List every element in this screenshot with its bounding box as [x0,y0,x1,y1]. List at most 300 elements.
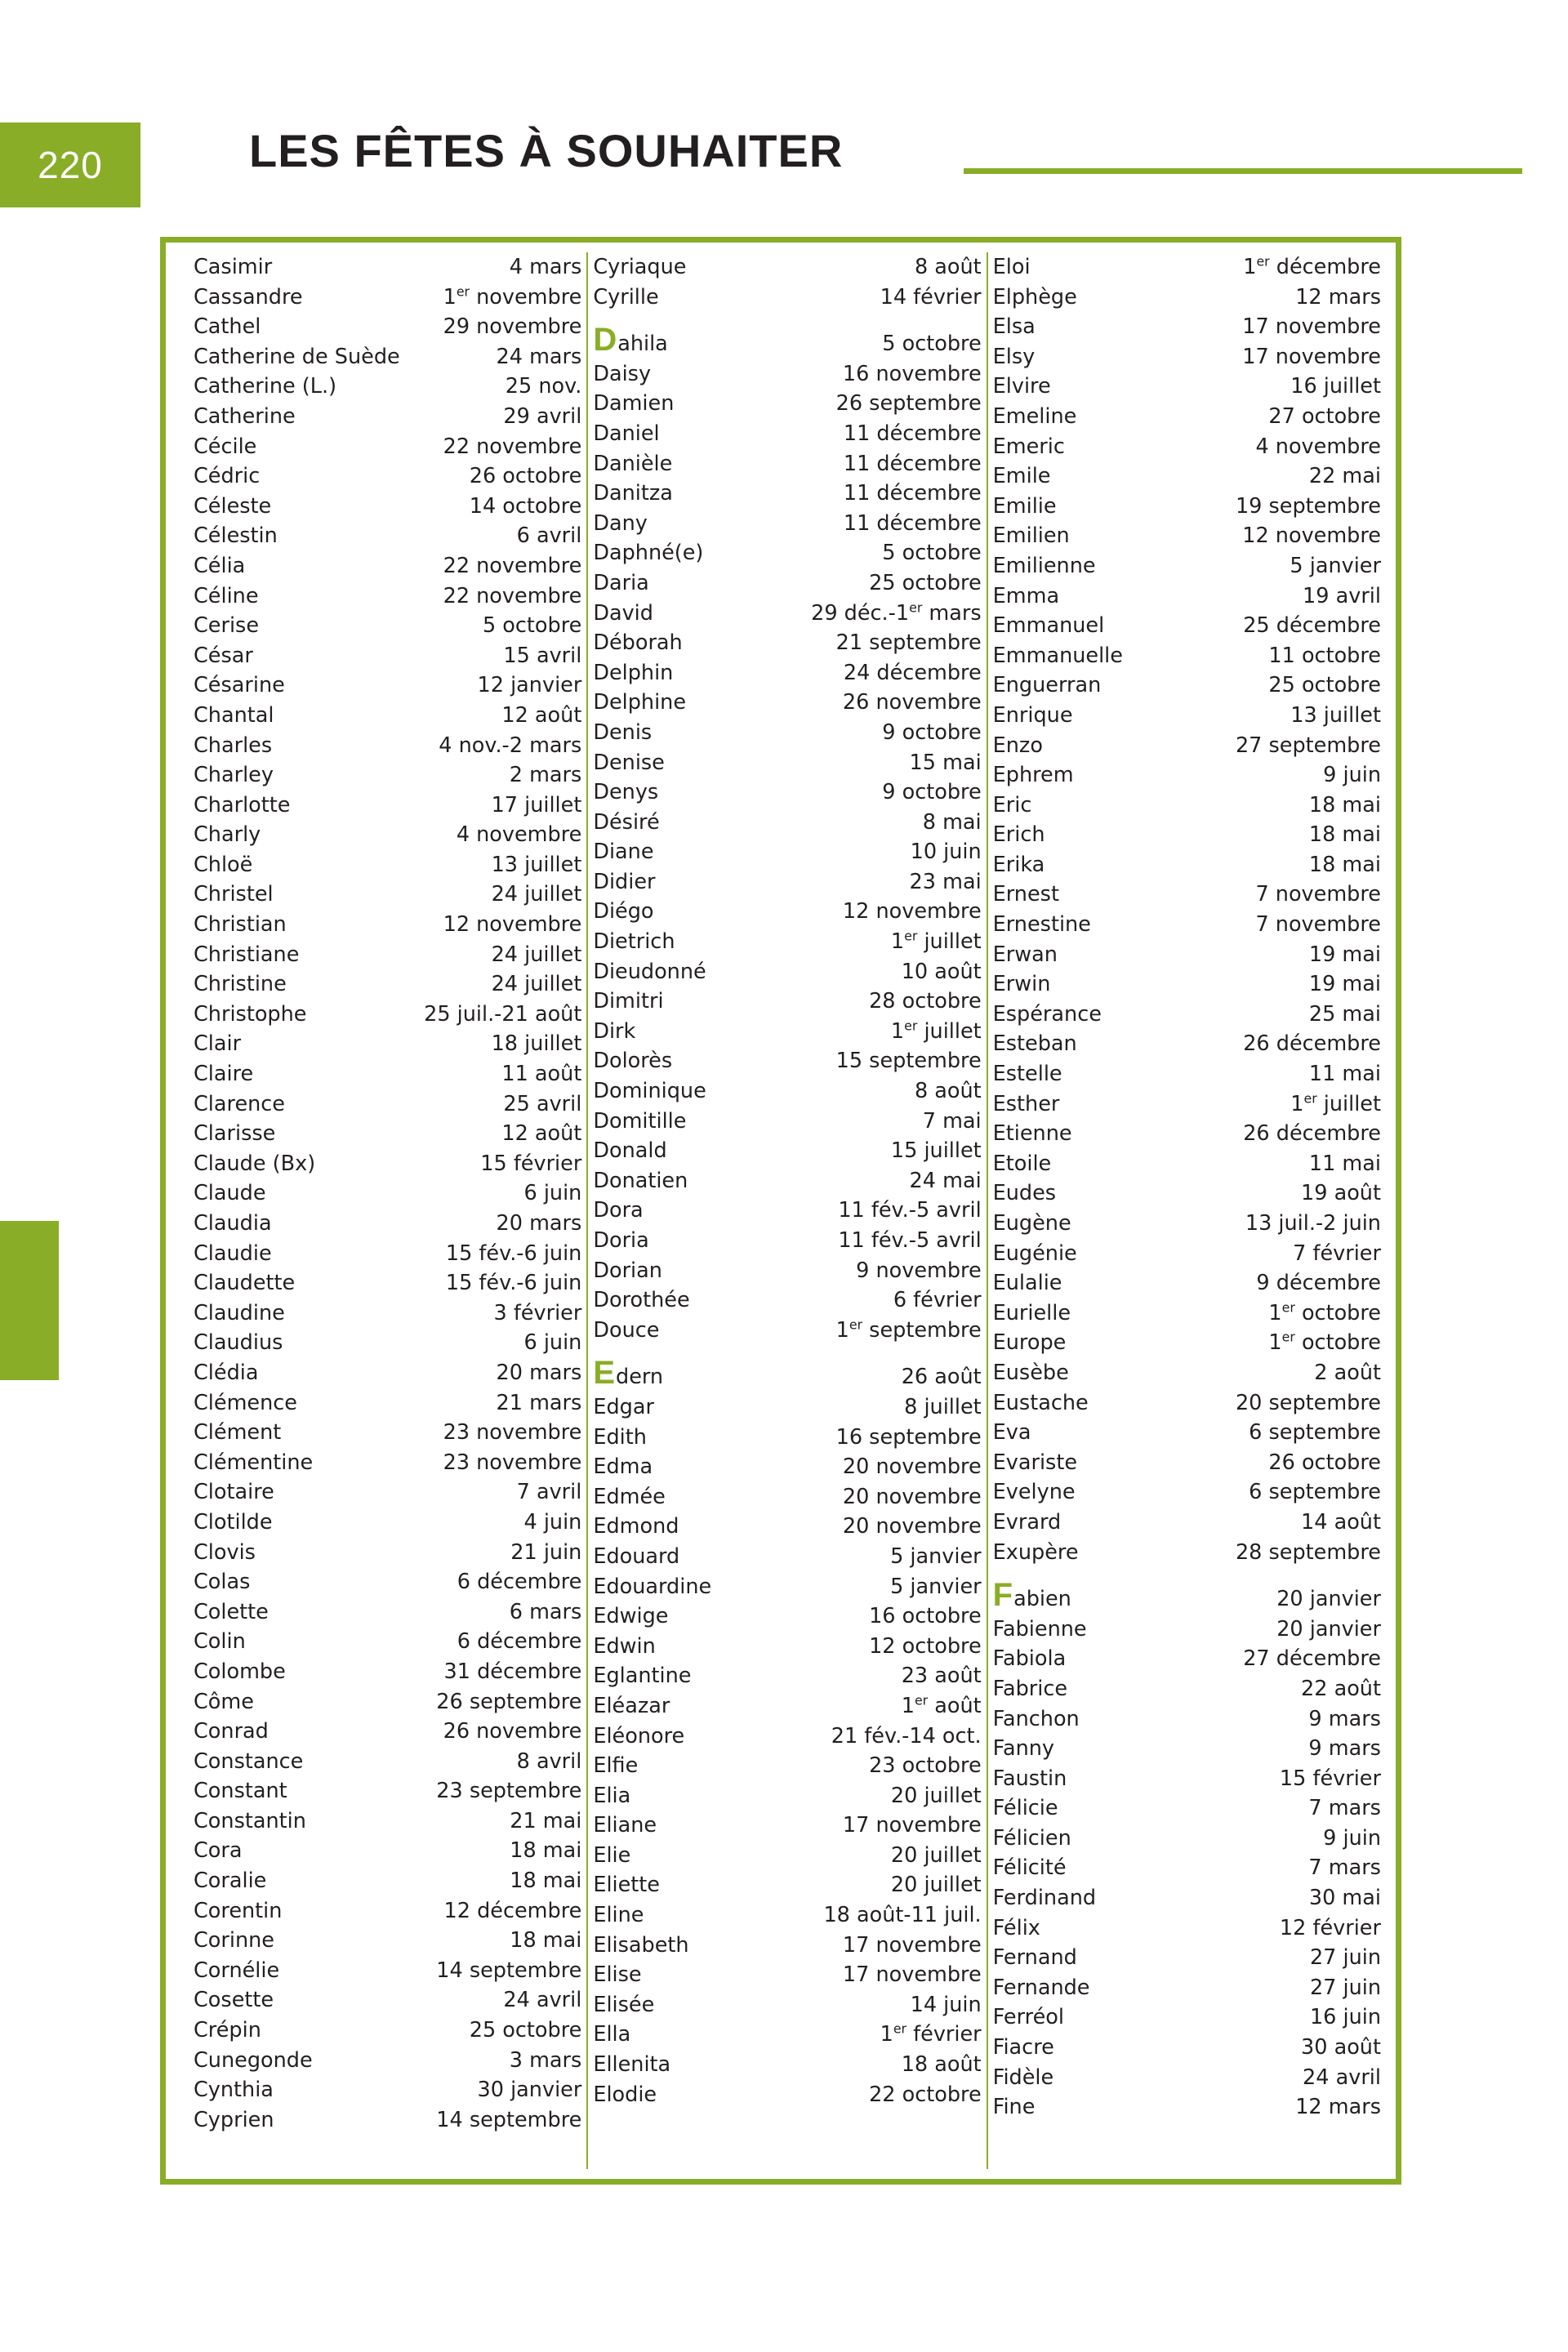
date-label: 7 novembre [1255,912,1381,938]
name-label: D ahila [593,322,668,359]
name-label: Ernest [992,882,1059,907]
name-day-row [993,1793,1381,1824]
date-label: 11 août [501,1062,582,1087]
name-label: Fabrice [992,1676,1068,1701]
date-label: 16 octobre [869,1604,982,1629]
name-label: Chloë [194,852,253,877]
date-label: 6 septembre [1249,1420,1381,1446]
name-day-row [194,1687,581,1717]
name-label: Ella [593,2022,631,2047]
date-label: 19 mai [1308,972,1381,997]
name-day-row [593,987,981,1017]
name-label: Danièle [593,451,673,476]
date-label: 20 juillet [890,1783,982,1808]
name-label: Evariste [992,1450,1078,1475]
name-day-row [993,1059,1381,1089]
date-label: 19 mai [1308,942,1381,967]
date-label: 18 mai [510,1869,582,1894]
date-label: 17 novembre [842,1962,982,1988]
date-label: 24 mai [909,1168,982,1193]
name-day-row [194,551,581,581]
name-label: Eliane [593,1813,657,1838]
name-day-row [593,1107,981,1137]
name-label: Didier [593,869,656,894]
name-label: Dimitri [593,989,664,1014]
date-label: 20 janvier [1276,1616,1381,1642]
date-label: 13 juillet [1290,702,1381,728]
date-label: 5 octobre [882,541,982,566]
name-day-row [593,1841,981,1871]
name-day-row [993,1853,1381,1883]
name-label: Domitille [593,1108,687,1134]
name-day-row [993,1000,1381,1030]
date-label: 12 mars [1295,2095,1381,2120]
name-label: Dolorès [593,1049,673,1074]
name-day-row [194,1239,581,1269]
name-day-row [593,2020,981,2050]
date-label: 5 janvier [1290,553,1381,578]
date-label: 16 novembre [842,361,982,386]
name-day-row [194,1717,581,1747]
name-day-row [194,1896,581,1927]
date-label: 26 novembre [443,1719,582,1744]
date-label: 9 décembre [1256,1271,1381,1296]
name-day-row [593,957,981,987]
name-label: Fanchon [992,1706,1080,1731]
name-day-row [593,1691,981,1722]
name-day-row [593,359,981,390]
name-label: Delphine [593,690,687,715]
section-letter: F [992,1577,1013,1614]
title-rule [964,168,1522,174]
date-label: 9 juin [1323,1825,1381,1851]
name-day-row [194,432,581,462]
name-day-row [993,1764,1381,1794]
name-label: Catherine de Suède [194,344,400,369]
name-day-row [194,372,581,402]
name-label: Constance [194,1748,304,1774]
date-label: 3 mars [509,2047,582,2073]
name-day-row [593,927,981,957]
name-day-row [993,1178,1381,1209]
name-label: Clair [194,1031,242,1057]
section-letter: E [593,1355,616,1392]
name-day-row [993,1149,1381,1179]
name-day-row [194,1119,581,1149]
page-title: LES FÊTES À SOUHAITER [249,125,844,176]
name-day-row [194,1836,581,1866]
date-label: 17 juillet [491,792,582,817]
name-label: Douce [593,1317,660,1343]
name-label: Dorothée [593,1288,690,1313]
date-label: 4 juin [523,1509,582,1535]
date-label: 25 juil.-21 août [424,1001,582,1027]
name-day-row [993,1268,1381,1298]
date-label: 20 novembre [842,1514,982,1539]
date-label: 6 juin [523,1181,582,1206]
name-day-row [993,461,1381,492]
date-label: 14 septembre [436,2107,582,2132]
name-label: Eline [593,1903,644,1928]
name-day-row [194,760,581,791]
name-day-row [194,1985,581,2016]
date-label: 9 mars [1308,1736,1381,1762]
name-label: Eugénie [992,1241,1077,1266]
name-label: Césarine [194,673,285,698]
date-label: 11 décembre [843,421,982,446]
name-label: Edmond [593,1514,679,1539]
date-label: 24 avril [1303,2065,1381,2090]
name-day-row [993,1508,1381,1538]
date-label: 26 octobre [1268,1450,1381,1475]
date-label: 16 juillet [1290,374,1381,399]
name-day-row [593,1811,981,1841]
name-day-row [194,402,581,432]
date-label: 1er août [901,1692,982,1718]
name-label: Donatien [593,1168,688,1193]
name-label: Ferdinand [992,1886,1097,1911]
name-label: Charles [194,733,273,758]
name-day-row [194,1747,581,1777]
name-day-row [194,1776,581,1806]
name-day-row [593,1661,981,1691]
name-label: Denis [593,719,653,745]
name-label: Denys [593,780,659,805]
name-day-row [194,880,581,910]
name-day-row [993,1388,1381,1419]
date-label: 7 mars [1308,1796,1381,1821]
name-label: Etienne [992,1121,1072,1147]
name-day-row [194,342,581,372]
date-label: 24 juillet [491,882,582,907]
section-letter: D [593,322,617,359]
date-label: 4 mars [509,255,582,279]
date-label: 25 décembre [1243,613,1381,639]
name-day-row [593,1542,981,1572]
date-label: 19 avril [1303,583,1381,608]
date-label: 27 septembre [1235,733,1381,758]
date-label: 25 avril [503,1091,582,1116]
date-label: 12 août [501,1121,582,1147]
name-label: Erwin [992,972,1051,997]
name-label: Dietrich [593,929,675,955]
date-label: 14 février [880,284,982,310]
name-label: Corinne [194,1928,274,1953]
date-label: 26 novembre [842,690,982,715]
name-day-row [194,791,581,821]
date-label: 1er octobre [1268,1329,1381,1356]
name-day-row [593,1452,981,1482]
name-day-row [593,449,981,479]
name-label: Claudie [194,1241,272,1266]
name-label: Clément [194,1420,282,1446]
date-label: 15 avril [503,643,582,668]
name-day-row [194,312,581,342]
date-label: 22 novembre [443,434,582,459]
name-day-row [993,1239,1381,1269]
name-day-row [194,1448,581,1478]
name-day-row [993,1477,1381,1508]
name-label: Eloi [992,255,1031,279]
date-label: 18 juillet [491,1031,582,1057]
name-label: Estelle [992,1062,1062,1087]
name-day-row [593,1423,981,1453]
date-label: 17 novembre [1242,344,1381,369]
name-day-row [593,252,981,283]
name-label: Conrad [194,1719,269,1744]
name-day-row [194,2075,581,2105]
name-label: Erwan [992,942,1058,967]
name-label: Eustache [992,1390,1089,1415]
date-label: 18 mai [1308,852,1381,877]
date-label: 17 novembre [1242,314,1381,340]
name-label: Claudette [194,1271,296,1296]
name-label: Dirk [593,1018,636,1044]
name-label: Edouardine [593,1574,712,1599]
name-day-row [593,658,981,688]
name-day-row [993,1119,1381,1149]
date-label: 6 décembre [457,1629,582,1655]
name-day-row [194,1059,581,1089]
name-label: Eurielle [992,1300,1071,1325]
column-3 [987,252,1386,2169]
date-label: 30 mai [1308,1886,1381,1911]
name-label: Eléonore [593,1723,685,1748]
name-label: Dora [593,1198,644,1223]
column-2 [586,252,986,2169]
date-label: 8 mai [922,809,982,835]
name-label: Claudine [194,1300,285,1325]
name-day-row [194,1298,581,1329]
name-label: Cosette [194,1988,274,2013]
date-label: 13 juil.-2 juin [1245,1211,1381,1236]
date-label: 3 février [493,1300,582,1325]
date-label: 1er novembre [443,283,582,310]
name-day-row [993,551,1381,581]
name-day-row [593,1076,981,1107]
date-label: 23 novembre [443,1450,582,1475]
date-label: 26 septembre [835,391,982,416]
date-label: 9 mars [1308,1706,1381,1731]
name-day-row [194,820,581,850]
name-label: Charley [194,763,274,788]
name-label: Clovis [194,1539,256,1565]
name-label: Claudia [194,1211,272,1236]
date-label: 11 fév.-5 avril [838,1228,982,1253]
name-day-row [593,322,982,359]
name-label: Faustin [992,1766,1067,1791]
name-label: Cora [194,1838,243,1864]
name-label: Constantin [194,1808,306,1833]
date-label: 22 octobre [869,2082,982,2107]
name-label: Enzo [992,733,1043,758]
date-label: 23 août [901,1664,982,1689]
name-day-row [194,1657,581,1687]
name-day-row [194,1956,581,1986]
date-label: 10 juin [910,840,982,865]
date-label: 20 mars [496,1211,582,1236]
name-label: Edma [593,1454,653,1480]
name-day-row [593,1960,981,1990]
name-label: Erich [992,822,1045,848]
name-day-row [593,2080,981,2110]
date-label: 12 mars [1295,284,1381,310]
date-label: 1er septembre [835,1316,982,1343]
name-day-row [993,312,1381,342]
name-label: Christine [194,972,287,997]
name-label: Elvire [992,374,1051,399]
name-day-row [993,1734,1381,1764]
name-label: Claire [194,1062,254,1087]
name-label: Fiacre [992,2035,1054,2060]
date-label: 15 fév.-6 juin [445,1271,582,1296]
name-label: Christel [194,882,274,907]
name-day-row [194,1538,581,1568]
name-label: Clarisse [194,1121,276,1147]
name-day-row [593,1512,981,1542]
name-day-row [593,867,981,898]
name-label: Céline [194,583,259,608]
name-day-row [993,2063,1381,2093]
date-label: 18 mai [510,1838,582,1864]
date-label: 12 octobre [869,1633,982,1659]
name-day-row [593,599,981,629]
name-day-row [593,1781,981,1811]
date-label: 25 nov. [505,374,582,399]
name-day-row [593,1990,981,2020]
name-label: Fernande [992,1975,1090,2000]
name-day-row [993,760,1381,791]
date-label: 26 septembre [436,1689,582,1714]
side-tab-marker [0,1221,59,1380]
name-day-row [993,2002,1381,2033]
name-label: Claude [194,1181,266,1206]
date-label: 22 août [1301,1676,1381,1701]
name-label: Etoile [992,1151,1052,1176]
name-label: Elsy [992,344,1036,369]
name-day-row [194,1418,581,1448]
date-label: 1er février [880,2020,982,2047]
name-day-row [194,1567,581,1597]
date-label: 16 juin [1309,2005,1381,2030]
name-day-row [593,1601,981,1632]
date-label: 30 août [1301,2035,1381,2060]
name-day-row [194,1029,581,1059]
name-label: Cornélie [194,1958,280,1983]
name-label: Déborah [593,630,683,656]
name-day-row [194,581,581,612]
name-day-row [194,1178,581,1209]
name-label: Dany [593,510,648,536]
name-day-row [993,1418,1381,1448]
date-label: 6 février [893,1288,982,1313]
date-label: 17 novembre [842,1813,982,1838]
name-label: Dorian [593,1258,662,1283]
name-label: Eliette [593,1873,660,1898]
name-label: Eglantine [593,1664,692,1689]
name-day-row [194,461,581,492]
name-label: Eusèbe [992,1360,1069,1385]
name-label: Clédia [194,1360,259,1385]
name-day-row [992,1577,1381,1615]
name-day-row [194,1268,581,1298]
date-label: 24 mars [496,344,582,369]
name-label: Emilie [992,493,1057,519]
name-label: Evelyne [992,1480,1076,1505]
name-label: Donald [593,1138,667,1164]
date-label: 17 novembre [842,1932,982,1958]
name-day-row [593,1751,981,1781]
name-label: Cathel [194,314,261,340]
date-label: 6 septembre [1249,1480,1381,1505]
date-label: 6 décembre [457,1570,582,1595]
name-label: Elia [593,1783,631,1808]
name-label: Eulalie [992,1271,1062,1296]
name-day-row [993,611,1381,641]
name-label: Colombe [194,1659,286,1684]
date-label: 20 juillet [890,1842,982,1868]
name-label: Clotaire [194,1480,274,1505]
date-label: 25 octobre [469,2018,582,2043]
name-label: Daphné(e) [593,541,704,566]
name-day-row [194,1149,581,1179]
name-day-row [194,2016,581,2046]
name-label: Enguerran [992,673,1102,698]
date-label: 28 octobre [869,989,982,1014]
name-day-row [194,1358,581,1388]
name-day-row [593,1256,981,1286]
date-label: 9 juin [1323,763,1381,788]
date-label: 14 juin [910,1992,982,2017]
name-label: Emeline [992,403,1077,429]
name-label: Esther [992,1091,1060,1116]
name-label: Elfie [593,1753,639,1779]
name-label: Diane [593,840,654,865]
name-day-row [993,1913,1381,1944]
name-day-row [993,402,1381,432]
name-day-row [593,1285,981,1316]
date-label: 15 mai [909,750,982,775]
date-label: 23 novembre [443,1420,582,1446]
name-day-row [194,670,581,701]
name-label: Cunegonde [194,2047,313,2073]
name-label: Claude (Bx) [194,1151,316,1176]
name-label: Cynthia [194,2078,274,2103]
date-label: 1er juillet [1290,1090,1381,1116]
name-day-row [593,1046,981,1076]
name-label: Dieudonné [593,959,706,984]
name-day-row [993,850,1381,880]
date-label: 26 décembre [1243,1121,1381,1147]
name-label: Eudes [992,1181,1057,1206]
date-label: 11 décembre [843,481,982,506]
date-label: 22 novembre [443,553,582,578]
name-day-row [993,342,1381,372]
date-label: 1er juillet [890,1018,982,1044]
date-label: 7 novembre [1255,882,1381,907]
name-day-row [194,1388,581,1419]
date-label: 16 septembre [835,1424,982,1450]
name-day-row [993,1089,1381,1120]
name-label: Doria [593,1228,649,1253]
date-label: 8 août [914,1079,982,1104]
name-day-row [194,2046,581,2076]
date-label: 18 mai [1308,792,1381,817]
name-label: Constant [194,1779,287,1804]
name-label: Fine [992,2095,1036,2120]
name-label: Edwige [593,1604,669,1629]
date-label: 12 novembre [443,912,582,938]
